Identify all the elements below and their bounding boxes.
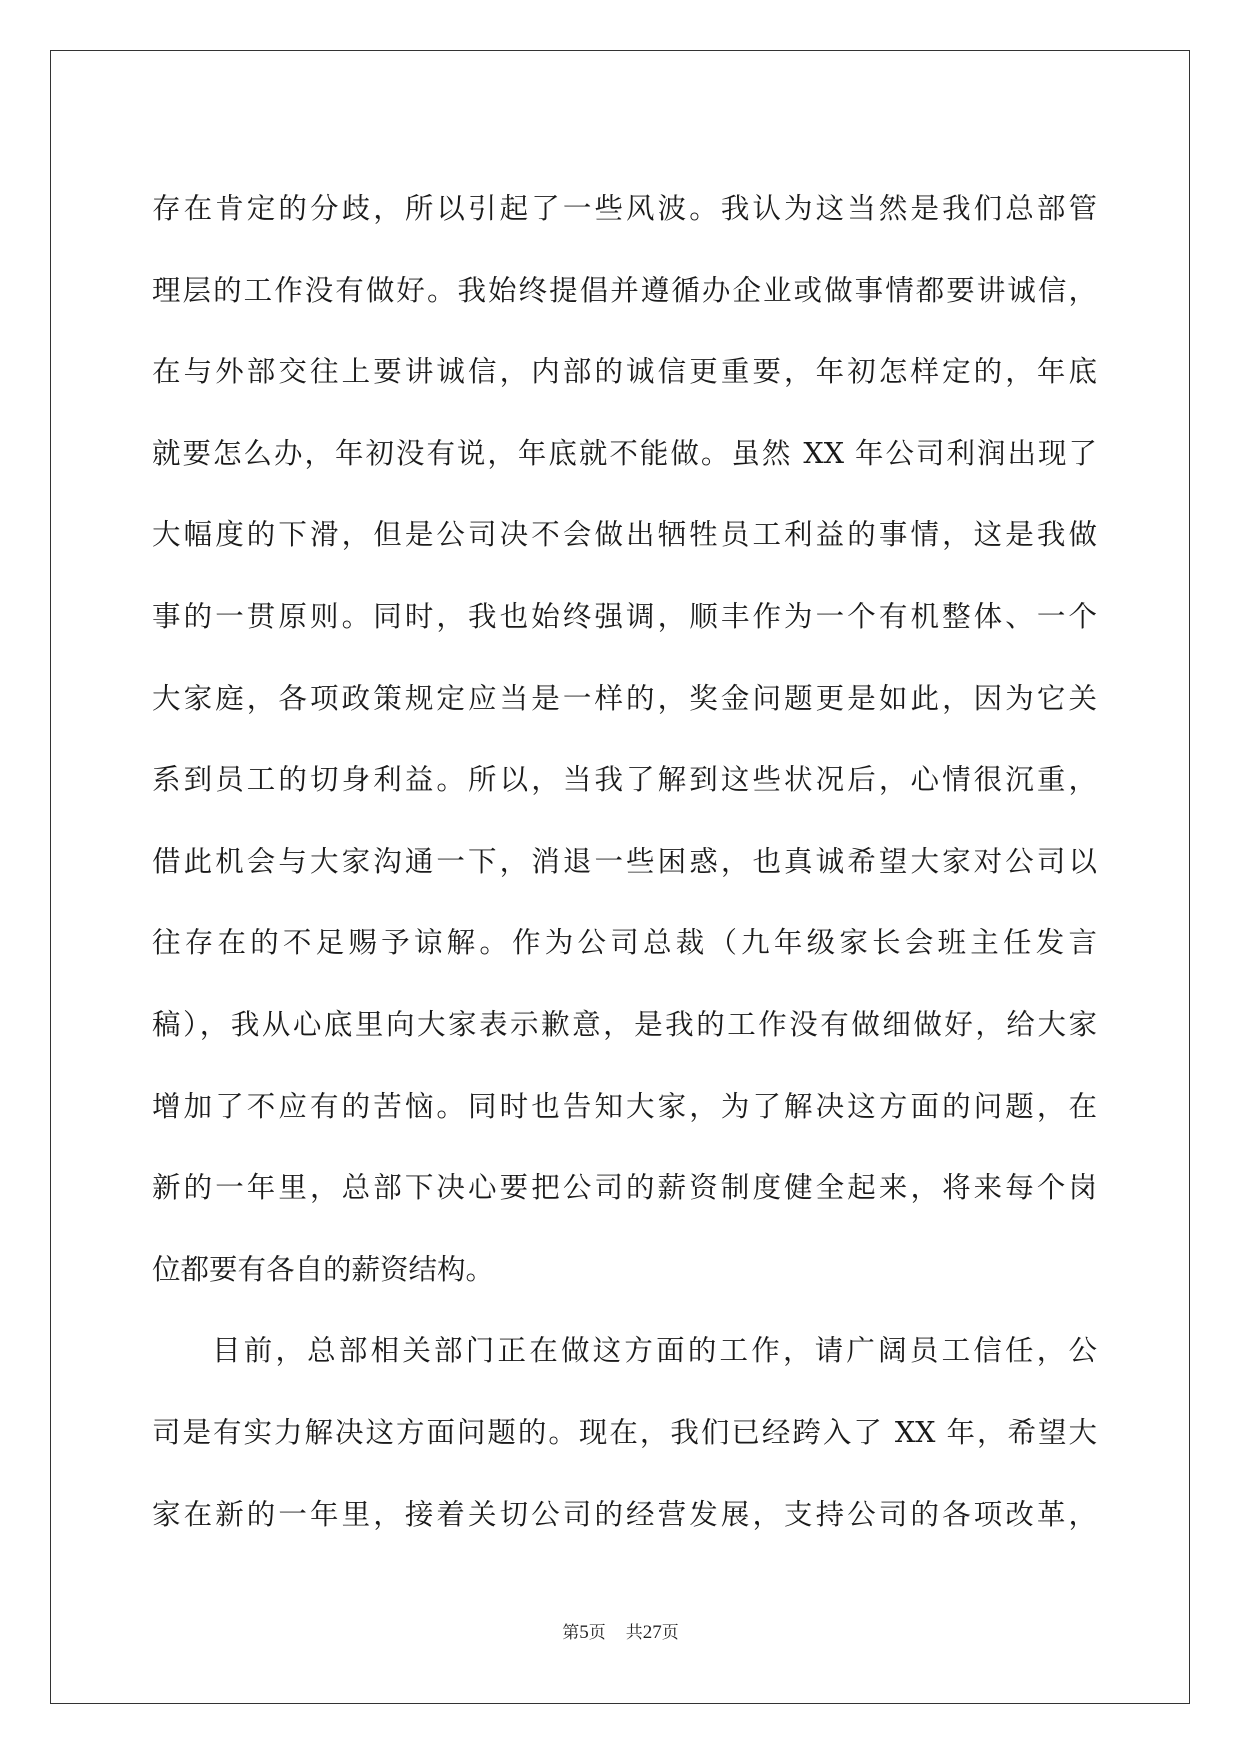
text-line: 在与外部交往上要讲诚信，内部的诚信更重要，年初怎样定的，年底 [152, 355, 1097, 389]
page-footer [0, 1618, 1241, 1644]
page-suffix: 页 [588, 1623, 606, 1643]
text-line: 新的一年里，总部下决心要把公司的薪资制度健全起来，将来每个岗 [152, 1171, 1097, 1205]
text-line: 位都要有各自的薪资结构。 [152, 1252, 495, 1286]
text-line: 理层的工作没有做好。我始终提倡并遵循办企业或做事情都要讲诚信， [152, 273, 1097, 307]
text-line: 家在新的一年里，接着关切公司的经营发展，支持公司的各项改革， [152, 1497, 1097, 1531]
text-line: 系到员工的切身利益。所以，当我了解到这些状况后，心情很沉重， [152, 763, 1097, 797]
document-body [152, 168, 1097, 1555]
text-line: 借此机会与大家沟通一下，消退一些困惑，也真诚希望大家对公司以 [152, 844, 1097, 878]
text-line: 存在肯定的分歧，所以引起了一些风波。我认为这当然是我们总部管 [152, 192, 1097, 225]
text-line: 就要怎么办，年初没有说，年底就不能做。虽然 XX 年公司利润出现了 [152, 436, 1097, 470]
current-page-number: 5 [579, 1622, 589, 1643]
total-suffix: 页 [661, 1623, 679, 1643]
text-line: 往存在的不足赐予谅解。作为公司总裁（九年级家长会班主任发言 [152, 926, 1097, 960]
text-line: 大家庭，各项政策规定应当是一样的，奖金问题更是如此，因为它关 [152, 681, 1097, 715]
text-line: 司是有实力解决这方面问题的。现在，我们已经跨入了 XX 年，希望大 [152, 1415, 1097, 1449]
total-page-count: 27 [642, 1622, 662, 1643]
text-line: 增加了不应有的苦恼。同时也告知大家，为了解决这方面的问题，在 [152, 1089, 1097, 1123]
text-line: 大幅度的下滑，但是公司决不会做出牺牲员工利益的事情，这是我做 [152, 518, 1097, 552]
text-line: 事的一贯原则。同时，我也始终强调，顺丰作为一个有机整体、一个 [152, 599, 1097, 633]
total-prefix: 共 [625, 1623, 643, 1643]
text-line: 稿），我从心底里向大家表示歉意，是我的工作没有做细做好，给大家 [152, 1007, 1097, 1041]
page-prefix: 第 [562, 1623, 580, 1643]
text-line: 目前，总部相关部门正在做这方面的工作，请广阔员工信任，公 [212, 1334, 1097, 1368]
